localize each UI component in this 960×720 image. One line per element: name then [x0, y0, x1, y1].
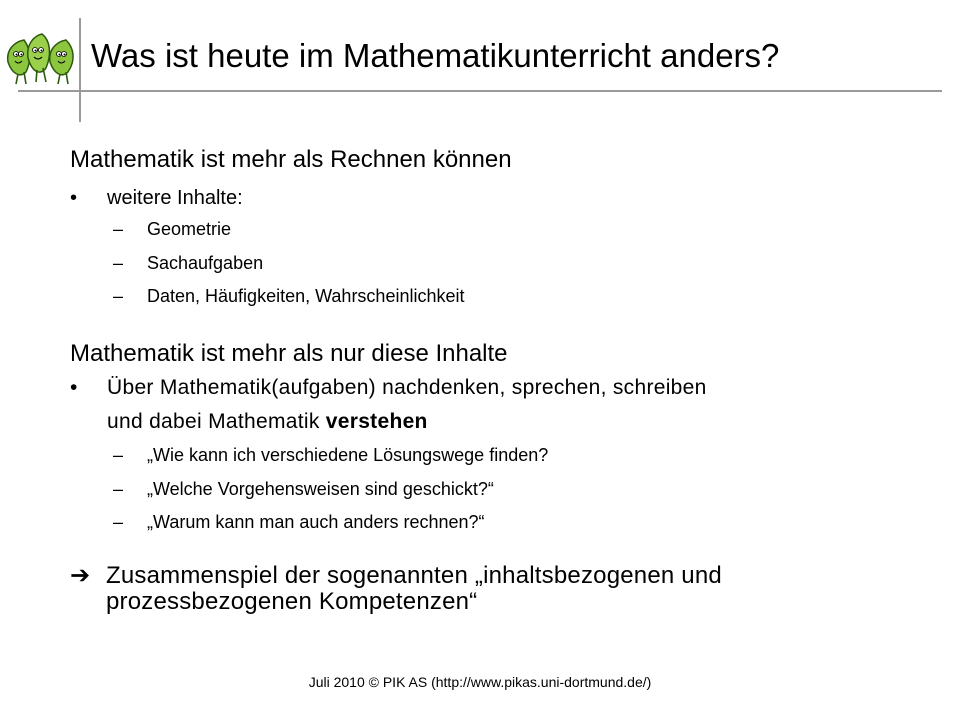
- dash-marker: –: [113, 286, 124, 306]
- list-item-text: „Wie kann ich verschiedene Lösungswege finden?: [147, 445, 549, 465]
- bullet-marker: •: [70, 187, 78, 209]
- list-item-text: „Warum kann man auch anders rechnen?“: [147, 512, 485, 532]
- emphasis-verstehen: verstehen: [325, 410, 428, 433]
- list-item-text: „Welche Vorgehensweisen sind geschickt?“: [147, 479, 494, 499]
- dash-marker: –: [113, 479, 124, 499]
- dash-marker: –: [113, 512, 124, 532]
- bullet-continuation-text: und dabei Mathematik: [107, 410, 326, 433]
- section2-bullet-text: Über Mathematik(aufgaben) nachdenken, sprechen, schreiben: [107, 376, 707, 399]
- list-item-text: Sachaufgaben: [147, 253, 264, 273]
- horizontal-rule: [18, 90, 942, 92]
- page-title: Was ist heute im Mathematikunterricht anders?: [91, 37, 780, 74]
- conclusion-line1: Zusammenspiel der sogenannten „inhaltsbezogenen und: [106, 562, 722, 589]
- arrow-right-icon: ➔: [70, 562, 91, 589]
- vertical-rule: [79, 18, 81, 122]
- leaf-mascots-logo: [4, 32, 78, 86]
- list-item-text: Geometrie: [147, 219, 232, 239]
- section1-heading: Mathematik ist mehr als Rechnen können: [70, 146, 512, 173]
- section2-heading: Mathematik ist mehr als nur diese Inhalte: [70, 340, 508, 367]
- bullet-marker: •: [70, 376, 78, 399]
- section1-bullet-text: weitere Inhalte:: [107, 187, 243, 209]
- section2-bullet-continuation: [107, 408, 428, 436]
- dash-marker: –: [113, 219, 124, 239]
- footer-copyright: Juli 2010 © PIK AS (http://www.pikas.uni-dortmund.de/): [308, 674, 652, 690]
- list-item-text: Daten, Häufigkeiten, Wahrscheinlichkeit: [147, 286, 465, 306]
- dash-marker: –: [113, 445, 124, 465]
- conclusion-line2: prozessbezogenen Kompetenzen“: [106, 588, 478, 615]
- dash-marker: –: [113, 253, 124, 273]
